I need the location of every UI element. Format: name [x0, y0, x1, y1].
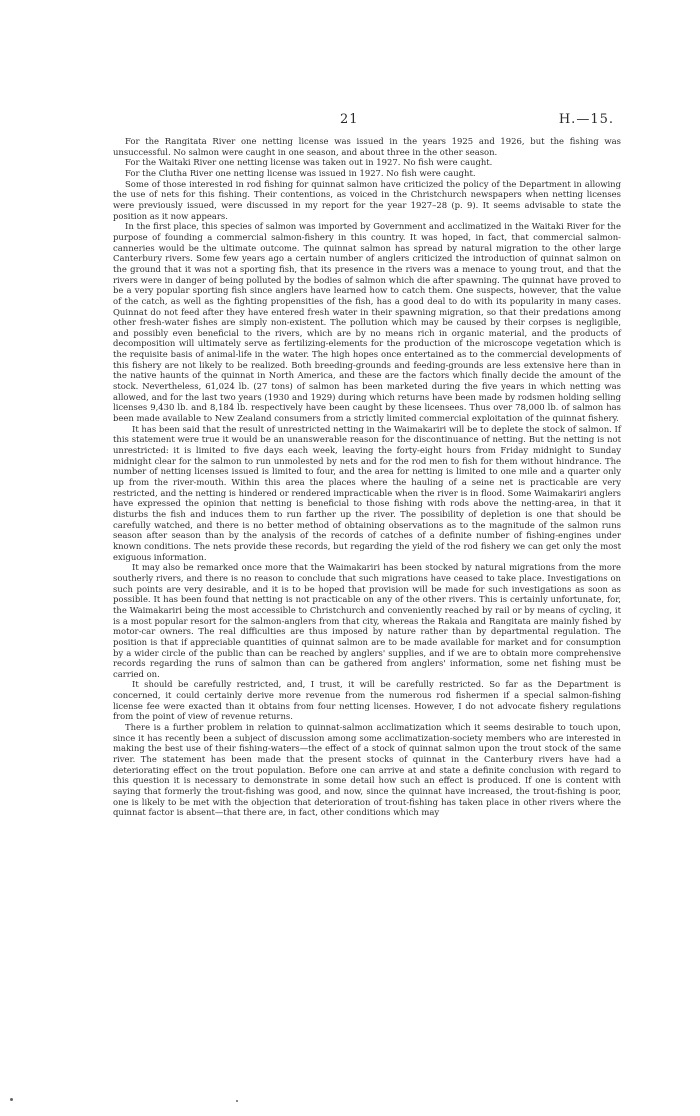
body-text	[113, 136, 621, 818]
paragraph-waitaki: For the Waitaki River one netting license was taken out in 1927. No fish were caught.	[125, 157, 493, 168]
paragraph-unrestricted-netting: It has been said that the result of unrestricted netting in the Waimakariri will be to deplete the stock of salmon. If this statement were true it would be an unanswerable reason for the discontinuance of netting. But the netting is not unrestricted: it is limited to five days each week, leaving the forty-eight hours from Friday midnight to Sunday midnight clear for the salmon to run unmolested by nets and for the rod men to fish for them without hindrance. The number of netting licenses issued is limited to four, and the area for netting is limited to one mile and a quarter only up from the river-mouth. Within this area the places where the hauling of a seine net is practicable are very restricted, and the netting is hindered or rendered impracticable when the river is in flood. Some Waimakariri anglers have expressed the opinion that netting is beneficial to those fishing with rods above the netting-area, in that it disturbs the fish and induces them to run farther up the river. The possibility of depletion is one that should be carefully watched, and there is no better method of obtaining observations as to the magnitude of the salmon runs season after season than by the analysis of the records of catches of a definite number of fishing-engines under known conditions. The nets provide these records, but regarding the yield of the rod fishery we can get only the most exiguous information.	[113, 423, 621, 562]
paragraph-restriction: It should be carefully restricted, and, I trust, it will be carefully restricted. So far as the Department is concerned, it could certainly derive more revenue from the numerous rod fishermen if a special salmon-fishing license fee were exacted than it obtains from four netting licenses. However, I do not advocate fishery regulations from the point of view of revenue returns.	[113, 679, 621, 722]
document-reference: H.—15.	[558, 112, 614, 127]
paragraph-rangitata: For the Rangitata River one netting license was issued in the years 1925 and 1926, but the fishing was unsuccessful. No salmon were caught in one season, and about three in the other season.	[113, 136, 621, 157]
scan-speck	[236, 1100, 238, 1102]
paragraph-clutha: For the Clutha River one netting license was issued in 1927. No fish were caught.	[125, 167, 476, 178]
paragraph-criticism: Some of those interested in rod fishing for quinnat salmon have criticized the policy of the Department in allowing the use of nets for this fishing. Their contentions, as voiced in the Christchurch newspapers when netting licenses were previously issued, were discussed in my report for the year 1927–28 (p. 9). It seems advisable to state the position as it now appears.	[113, 178, 621, 221]
paragraph-further-problem: There is a further problem in relation to quinnat-salmon acclimatization which it seems desirable to touch upon, since it has recently been a subject of discussion among some acclimatization-society members who are interested in making the best use of their fishing-waters—the effect of a stock of quinnat salmon upon the trout stock of the same river. The statement has been made that the present stocks of quinnat in the Canterbury rivers have had a deteriorating effect on the trout population. Before one can arrive at and state a definite conclusion with regard to this question it is necessary to demonstrate in some detail how such an effect is produced. If one is content with saying that formerly the trout-fishing was good, and now, since the quinnat have increased, the trout-fishing is poor, one is likely to be met with the objection that deterioration of trout-fishing has taken place in other rivers where the quinnat factor is absent—that there are, in fact, other conditions which may	[113, 722, 621, 818]
paragraph-natural-migrations: It may also be remarked once more that the Waimakariri has been stocked by natural migrations from the more southerly rivers, and there is no reason to conclude that such migrations have ceased to take place. Investigations on such points are very desirable, and it is to be hoped that provision will be made for such investigations as soon as possible. It has been found that netting is not practicable on any of the other rivers. This is certainly unfortunate, for, the Waimakariri being the most accessible to Christchurch and conveniently reached by rail or by means of cycling, it is a most popular resort for the salmon-anglers from that city, whereas the Rakaia and Rangitata are mainly fished by motor-car owners. The real difficulties are thus imposed by nature rather than by departmental regulation. The position is that if appreciable quantities of quinnat salmon are to be made available for market and for consumption by a wider circle of the public than can be reached by anglers' supplies, and if we are to obtain more comprehensive records regarding the runs of salmon than can be gathered from anglers' information, some net fishing must be carried on.	[113, 562, 621, 679]
paragraph-first-place: In the first place, this species of salmon was imported by Government and acclimatized in the Waitaki River for the purpose of founding a commercial salmon-fishery in this country. It was hoped, in fact, that commercial salmon-canneries would be the ultimate outcome. The quinnat salmon has spread by natural migration to the other large Canterbury rivers. Some few years ago a certain number of anglers criticized the introduction of quinnat salmon on the ground that it was not a sporting fish, that its presence in the rivers was a menace to young trout, and that the rivers were in danger of being polluted by the bodies of salmon which die after spawning. The quinnat have proved to be a very popular sporting fish since anglers have learned how to catch them. One suspects, however, that the value of the catch, as well as the fighting propensities of the fish, has a good deal to do with its popularity in many cases. Quinnat do not feed after they have entered fresh water in their spawning migration, so that their predations among other fresh-water fishes are simply non-existent. The pollution which may be caused by their corpses is negligible, and possibly even beneficial to the rivers, which are by no means rich in organic material, and the products of decomposition will ultimately serve as fertilizing-elements for the production of the microscope vegetation which is the requisite basis of animal-life in the water. The high hopes once entertained as to the commercial developments of this fishery are not likely to be realized. Both breeding-grounds and feeding-grounds are less extensive here than in the native haunts of the quinnat in North America, and these are the factors which finally decide the amount of the stock. Nevertheless, 61,024 lb. (27 tons) of salmon has been marketed during the five years in which netting was allowed, and for the last two years (1930 and 1929) during which returns have been made by rodsmen holding selling licenses 9,430 lb. and 8,184 lb. respectively have been caught by these licensees. Thus over 78,000 lb. of salmon has been made available to New Zealand consumers from a strictly limited commercial exploitation of the quinnat fishery.	[113, 221, 621, 424]
page-number: 21	[340, 112, 359, 127]
scan-mark	[10, 1098, 13, 1101]
